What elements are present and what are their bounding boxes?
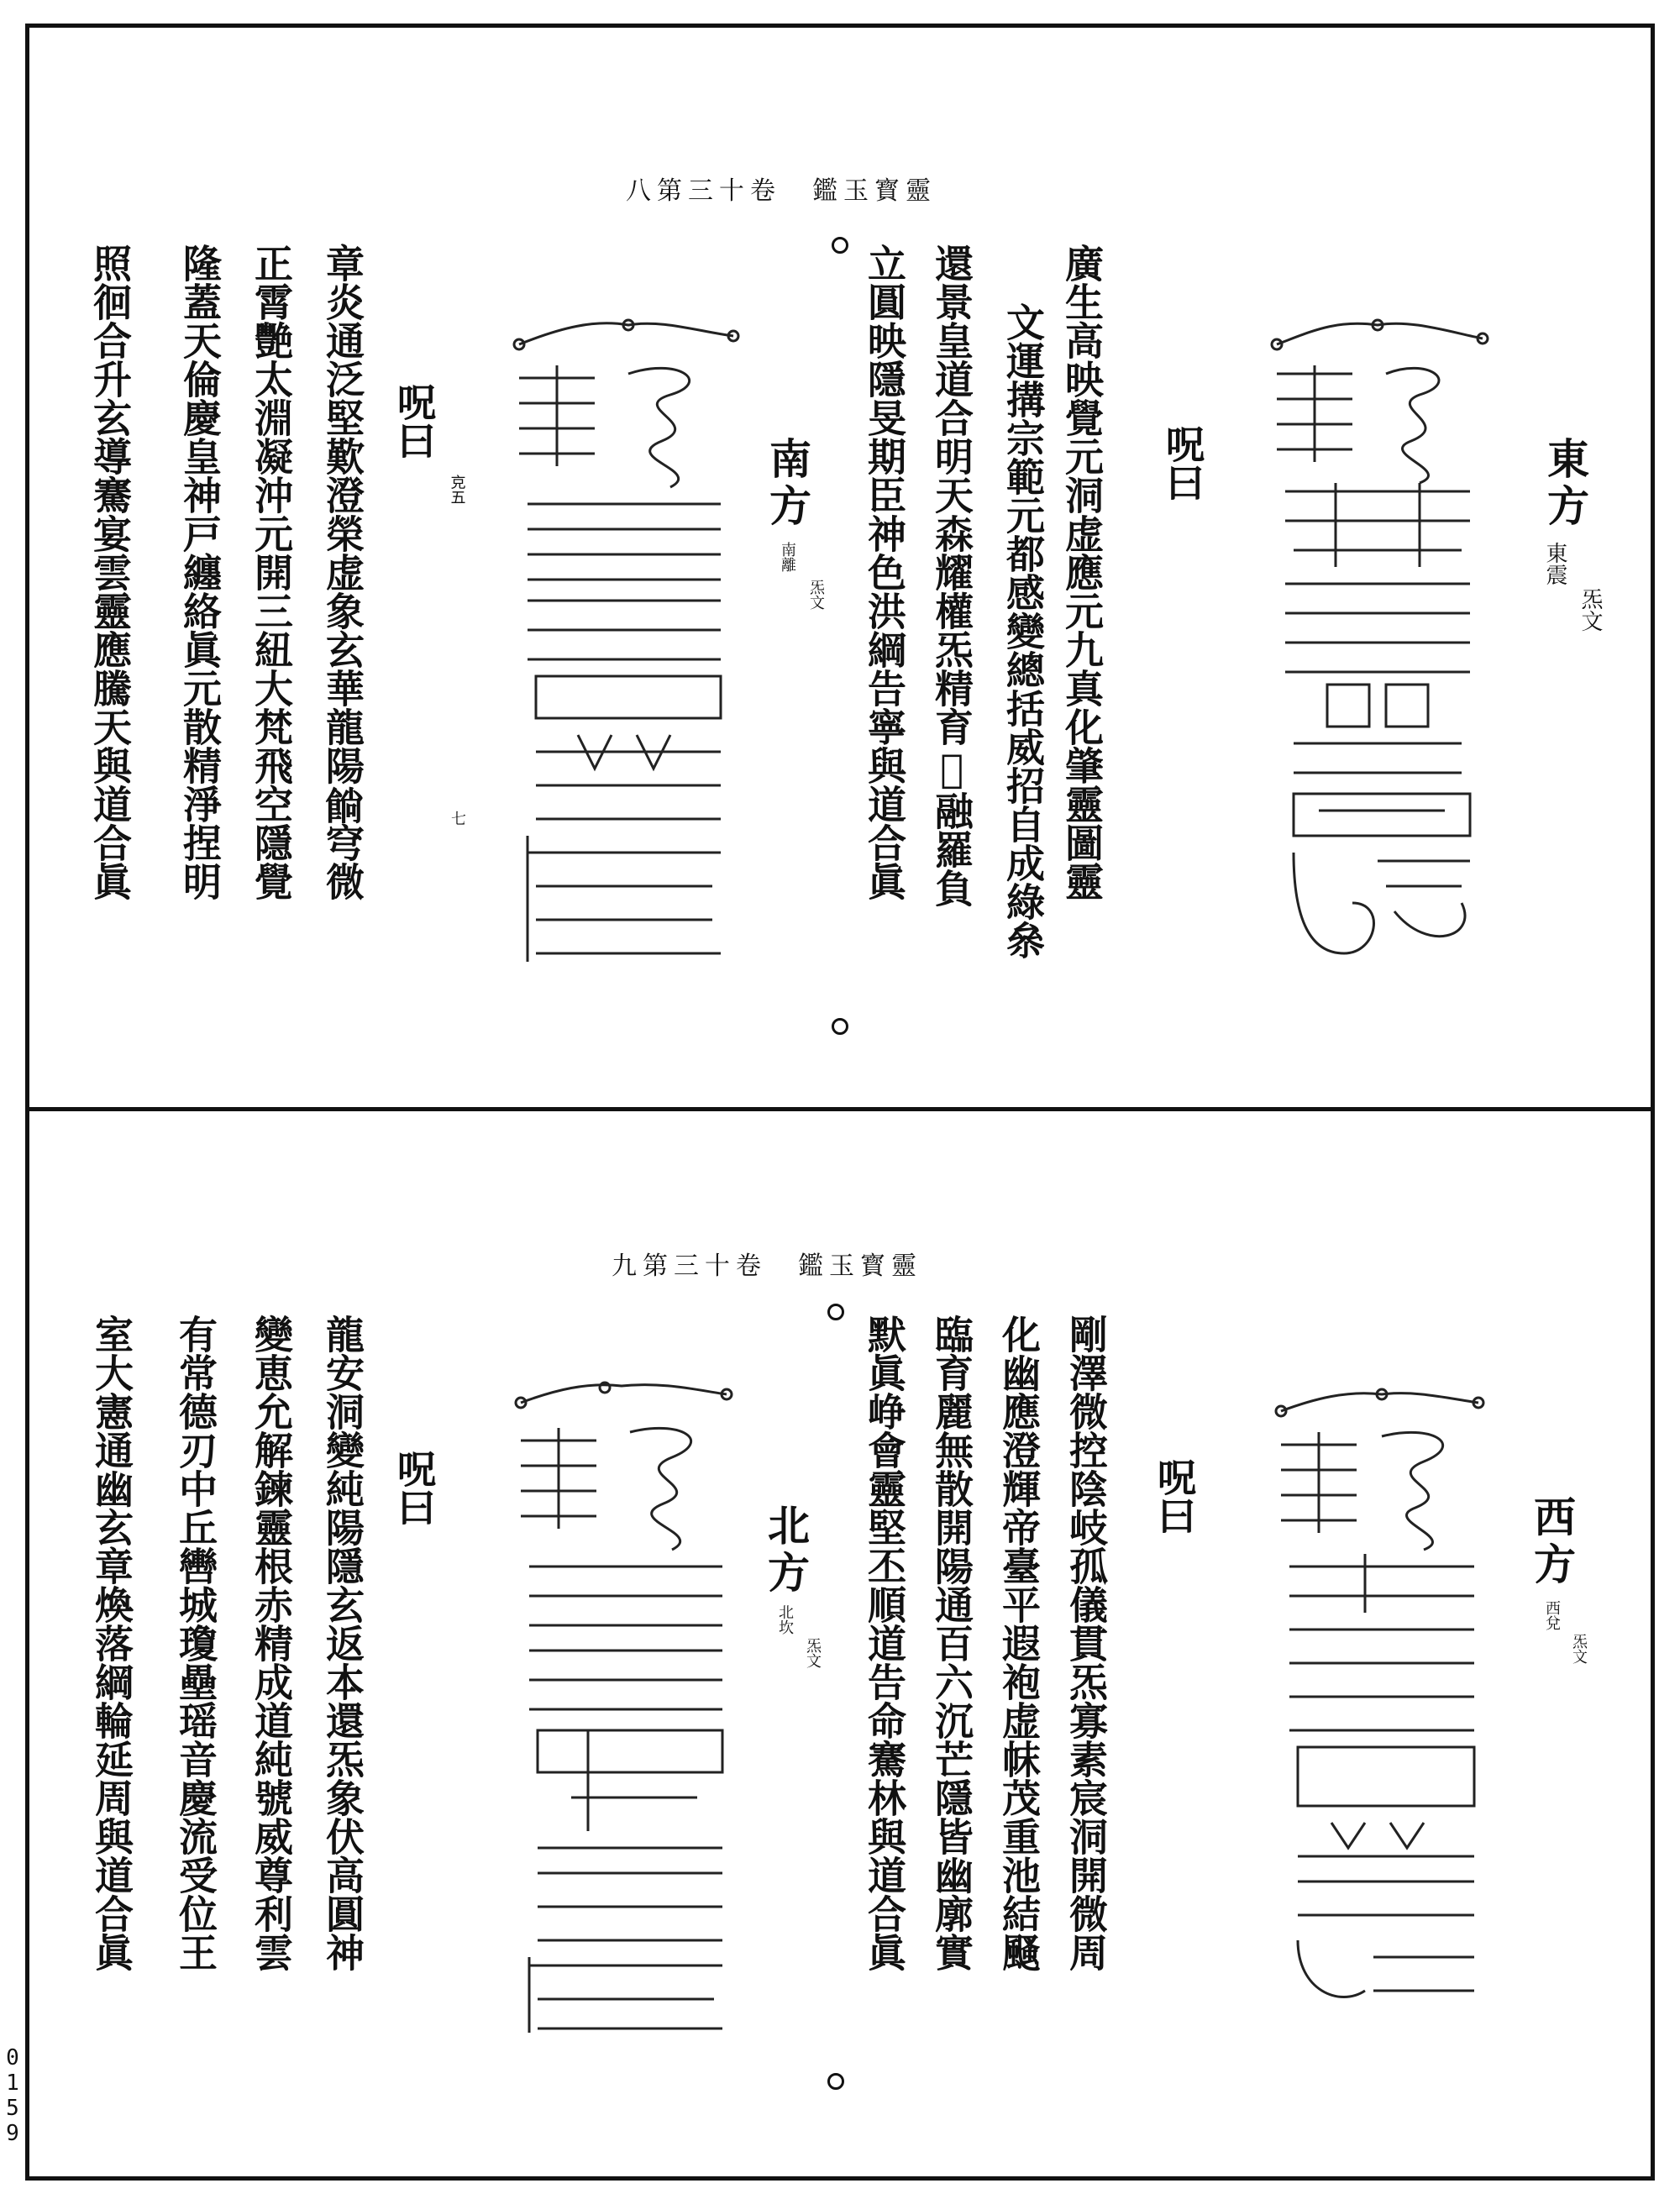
running-header: 八第三十卷 鑑玉寳靈 (626, 176, 937, 206)
west-talisman-seal (1264, 1386, 1491, 2024)
direction-note-north-b: 炁文 (804, 1638, 822, 1668)
direction-note-east-a: 東震 (1542, 542, 1567, 585)
direction-title-south: 南方 (763, 437, 812, 531)
verse-south-line-4: 照徊合升玄導騫宴雲靈應騰天與道合眞 (87, 244, 133, 900)
verse-west-line-3: 臨育麗無散開陽通百六沉芒隱皆幽廓實 (929, 1315, 974, 1971)
direction-title-north: 北方 (761, 1504, 811, 1598)
running-header-lower: 九第三十卷 鑑玉寳靈 (612, 1252, 922, 1281)
incantation-label-south: 呪曰 (391, 382, 437, 459)
incantation-label-west: 呪曰 (1152, 1457, 1197, 1535)
direction-title-west: 西方 (1527, 1495, 1577, 1589)
incantation-label-east: 呪曰 (1160, 424, 1205, 501)
verse-south-line-3: 隆蓋天倫慶皇神戸纏絡眞元散精淨捏明 (177, 244, 223, 900)
verse-east-line-2: 文運搆宗範元都感變總括威招自成綠㕘 (1000, 302, 1046, 959)
verse-east-line-1: 廣生高映覺元洞虚應元九真化肇靈圖靈 (1059, 244, 1105, 900)
east-talisman-seal (1260, 315, 1495, 970)
margin-note-a: 𠑽五 (449, 475, 466, 505)
page-number: 0159 (0, 2045, 25, 2146)
direction-note-west-b: 炁文 (1570, 1634, 1588, 1664)
verse-west-line-1: 剛澤微控陰岐孤儀貫炁寡素宸洞開微周 (1063, 1315, 1109, 1971)
direction-note-south-a: 南離 (779, 542, 796, 572)
verse-east-line-4: 立圓映隱旻期臣神色洪綱告寧與道合眞 (862, 244, 907, 900)
verse-north-line-2: 變恵允解鍊靈根赤精成道純號威尊利雲 (249, 1315, 294, 1971)
start-marker-east (832, 237, 848, 254)
direction-note-west-a: 西兌 (1543, 1600, 1561, 1630)
end-marker-west (827, 2073, 844, 2090)
verse-north-line-4: 室大憲通幽玄章煥落綱輪延周與道合眞 (89, 1315, 134, 1971)
verse-east-line-3: 還景皇道合明天森耀權炁精育𩲸融羅負 (929, 244, 974, 907)
direction-note-east-b: 炁文 (1578, 588, 1603, 632)
direction-title-east: 東方 (1541, 437, 1590, 531)
margin-note-b: 七 (449, 811, 466, 826)
incantation-label-north: 呪曰 (391, 1449, 437, 1526)
direction-note-north-a: 北坎 (776, 1604, 794, 1635)
south-talisman-seal (502, 315, 746, 987)
verse-west-line-4: 默眞峥會靈堅丕順道告命騫林與道合眞 (862, 1315, 907, 1971)
verse-west-line-2: 化幽應澄輝帝臺平遐袍虚帓茂重池結颾 (996, 1315, 1042, 1971)
end-marker-east (832, 1018, 848, 1035)
north-talisman-seal (504, 1378, 739, 2041)
verse-north-line-1: 龍安洞變純陽隱玄返本還炁象伏高圓神 (320, 1315, 365, 1971)
direction-note-south-b: 炁文 (807, 580, 825, 610)
verse-south-line-2: 正霄艷太淵凝沖元開三紐大梵飛空隱覺 (249, 244, 294, 900)
verse-south-line-1: 章炎通泛堅歎澄榮虚象玄華龍陽𩜋穹微 (320, 244, 365, 900)
verse-north-line-3: 有常德刃中丘轡城瓊壘瑶音慶流受位王 (173, 1315, 218, 1971)
start-marker-west (827, 1304, 844, 1320)
